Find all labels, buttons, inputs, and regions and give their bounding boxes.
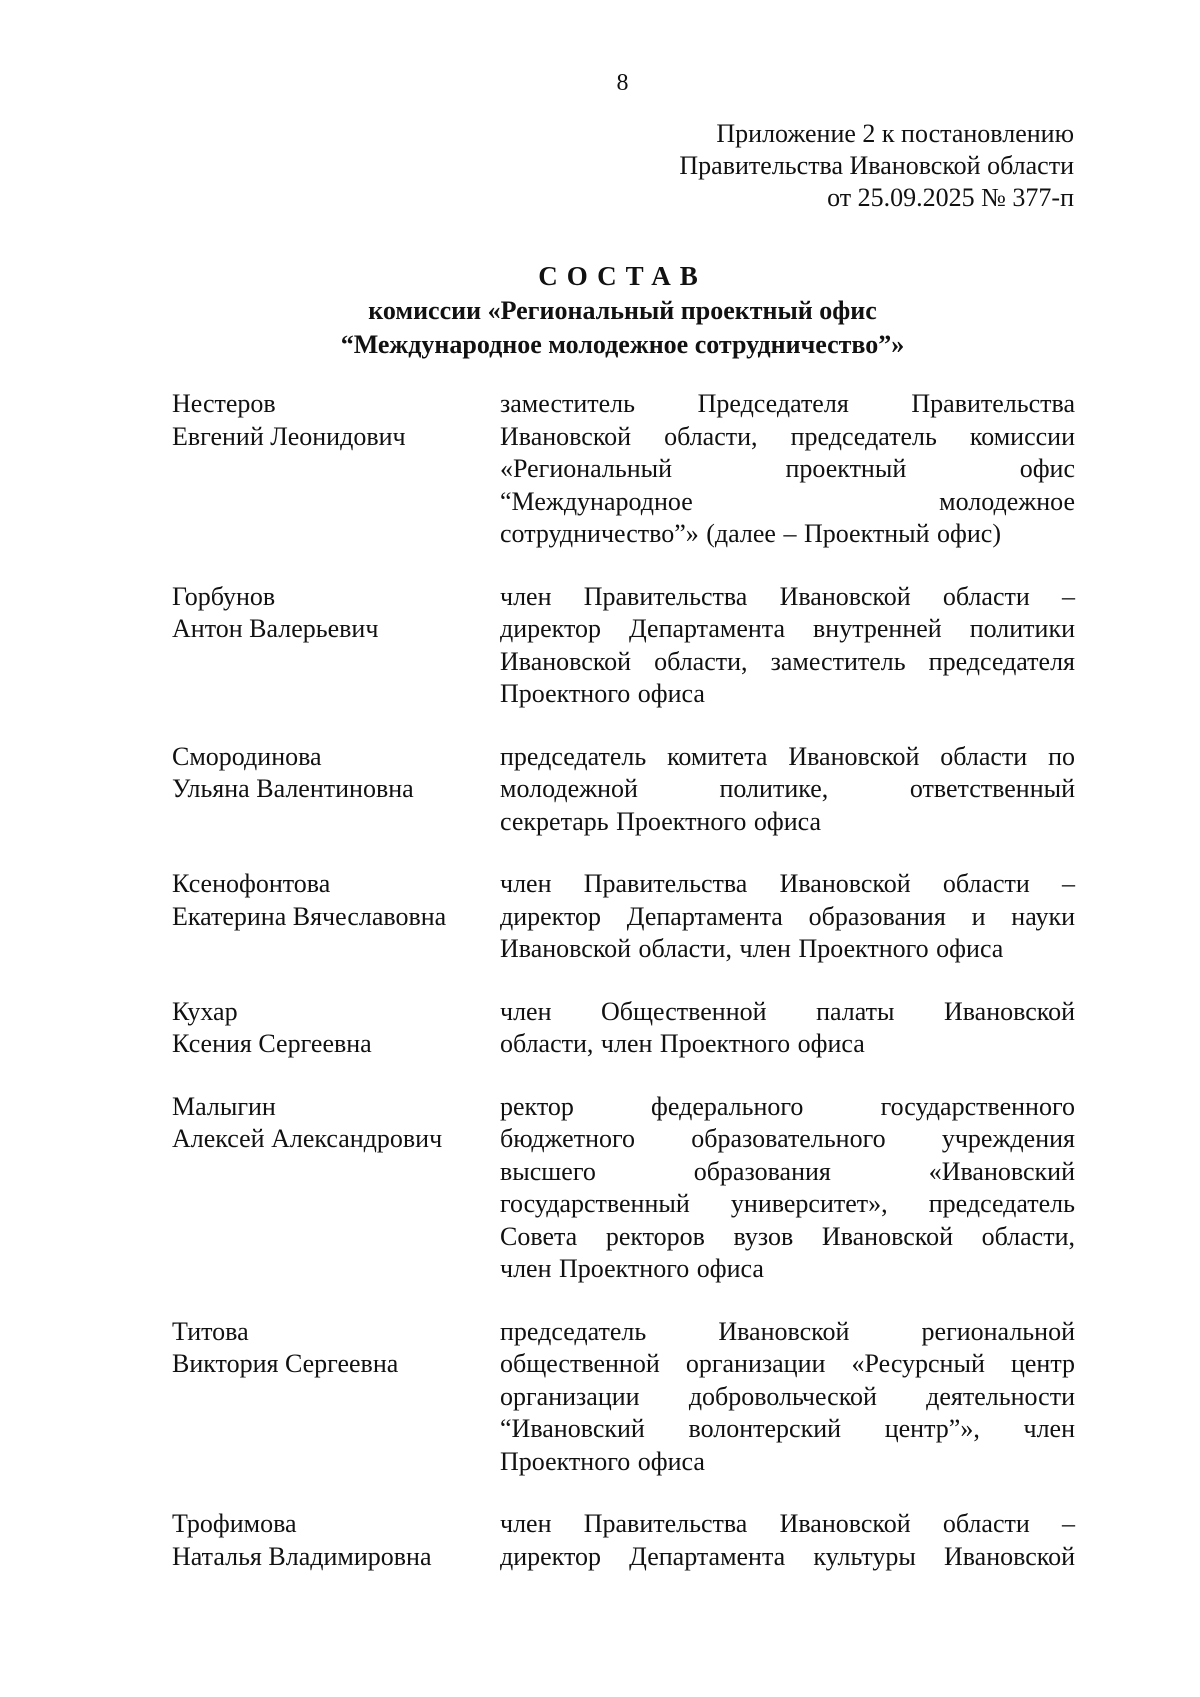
role-line: председатель Ивановской региональной	[500, 1316, 1075, 1346]
member-given-names: Ксения Сергеевна	[172, 1029, 372, 1058]
role-line: “Международное молодежное	[500, 486, 1075, 516]
appendix-line-3: от 25.09.2025 № 377-п	[827, 183, 1074, 212]
role-line: молодежной политике, ответственный	[500, 774, 1075, 803]
role-line: директор Департамента внутренней политики	[500, 614, 1075, 643]
title-sub-line-1: комиссии «Региональный проектный офис	[368, 296, 877, 325]
member-name	[172, 581, 500, 711]
members-list	[172, 388, 1075, 1603]
role-line: директор Департамента культуры Ивановской	[500, 1541, 1075, 1571]
member-role	[500, 581, 1075, 711]
role-line: организации добровольческой деятельности	[500, 1381, 1075, 1411]
member-role	[500, 1316, 1075, 1479]
member-given-names: Виктория Сергеевна	[172, 1349, 399, 1378]
role-line: Ивановской области, член Проектного офиса	[500, 934, 1004, 963]
role-line: “Ивановский волонтерский центр”», член	[500, 1414, 1075, 1443]
role-line: «Региональный проектный офис	[500, 454, 1075, 483]
member-name	[172, 1091, 500, 1286]
role-line: заместитель Председателя Правительства	[500, 389, 1075, 418]
role-line: высшего образования «Ивановский	[500, 1156, 1075, 1186]
member-name	[172, 996, 500, 1061]
member-surname: Трофимова	[172, 1509, 297, 1538]
appendix-line-1: Приложение 2 к постановлению	[716, 119, 1074, 148]
member-given-names: Ульяна Валентиновна	[172, 774, 414, 803]
role-line: член Проектного офиса	[500, 1254, 764, 1283]
member-surname: Нестеров	[172, 389, 276, 418]
member-entry	[172, 1316, 1075, 1479]
role-line: сотрудничество”» (далее – Проектный офис)	[500, 519, 1002, 548]
role-line: Проектного офиса	[500, 679, 705, 708]
member-given-names: Екатерина Вячеславовна	[172, 901, 447, 931]
role-line: член Правительства Ивановской области –	[500, 1509, 1075, 1538]
member-surname: Малыгин	[172, 1091, 276, 1121]
member-entry	[172, 1091, 1075, 1286]
member-role	[500, 1091, 1075, 1286]
role-line: государственный университет», председатель	[500, 1189, 1075, 1218]
member-entry	[172, 996, 1075, 1061]
title-sub-line-2: “Международное молодежное сотрудничество”»	[340, 330, 905, 359]
member-role	[500, 868, 1075, 966]
role-line: области, член Проектного офиса	[500, 1029, 865, 1058]
member-entry	[172, 741, 1075, 839]
member-surname: Титова	[172, 1316, 249, 1346]
member-surname: Смородинова	[172, 741, 322, 771]
appendix-header	[679, 118, 1074, 214]
member-surname: Горбунов	[172, 581, 276, 611]
role-line: ректор федерального государственного	[500, 1091, 1075, 1121]
member-entry	[172, 388, 1075, 551]
member-given-names: Наталья Владимировна	[172, 1541, 432, 1571]
role-line: член Правительства Ивановской области –	[500, 869, 1075, 898]
member-entry	[172, 868, 1075, 966]
member-role	[500, 388, 1075, 551]
member-name	[172, 388, 500, 551]
member-name	[172, 868, 500, 966]
role-line: председатель комитета Ивановской области по	[500, 741, 1075, 771]
member-name	[172, 1316, 500, 1479]
role-line: член Общественной палаты Ивановской	[500, 996, 1075, 1026]
member-entry	[172, 1508, 1075, 1573]
member-entry	[172, 581, 1075, 711]
role-line: Ивановской области, председатель комиссии	[500, 421, 1075, 451]
member-surname: Ксенофонтова	[172, 869, 331, 898]
role-line: секретарь Проектного офиса	[500, 806, 822, 836]
role-line: общественной организации «Ресурсный центр	[500, 1349, 1075, 1378]
role-line: член Правительства Ивановской области –	[500, 581, 1075, 611]
member-given-names: Алексей Александрович	[172, 1124, 443, 1153]
member-name	[172, 741, 500, 839]
role-line: Ивановской области, заместитель председателя	[500, 646, 1075, 676]
title-main: СОСТАВ	[538, 261, 707, 291]
member-role	[500, 996, 1075, 1061]
page-number: 8	[616, 70, 629, 96]
member-name	[172, 1508, 500, 1573]
document-title	[0, 258, 1200, 362]
member-role	[500, 1508, 1075, 1573]
member-role	[500, 741, 1075, 839]
member-given-names: Антон Валерьевич	[172, 614, 379, 643]
member-given-names: Евгений Леонидович	[172, 421, 406, 451]
role-line: Совета ректоров вузов Ивановской области,	[500, 1221, 1075, 1251]
appendix-line-2: Правительства Ивановской области	[679, 151, 1074, 180]
role-line: Проектного офиса	[500, 1446, 705, 1476]
member-surname: Кухар	[172, 996, 238, 1026]
role-line: бюджетного образовательного учреждения	[500, 1124, 1075, 1153]
role-line: директор Департамента образования и науки	[500, 901, 1075, 931]
